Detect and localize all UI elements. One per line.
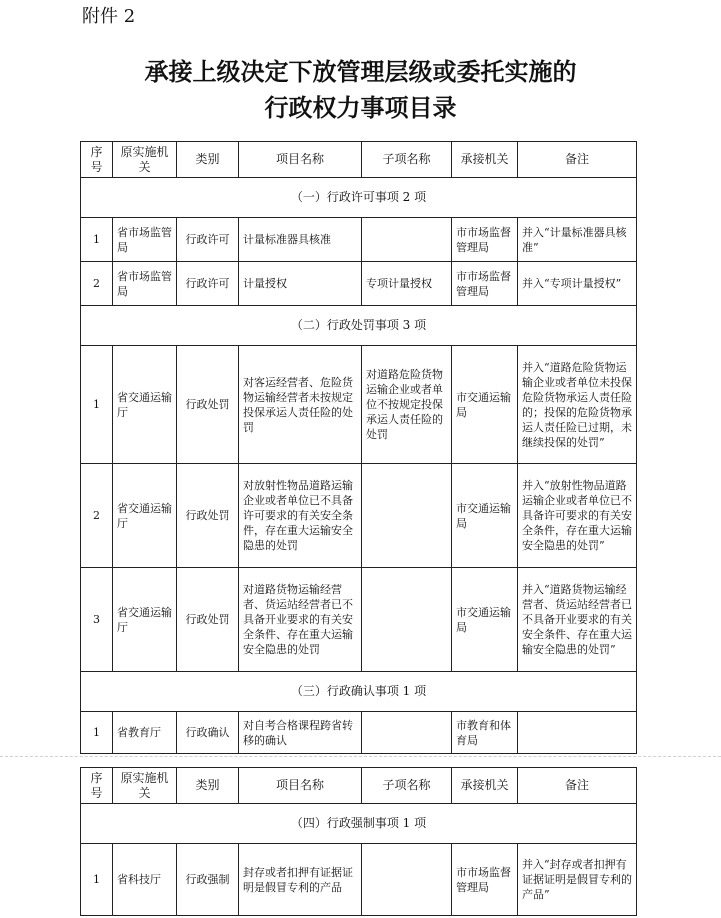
- cell-remarks: [518, 712, 637, 754]
- header-receiving-agency: 承接机关: [452, 142, 518, 178]
- cell-item-name: 封存或者扣押有证据证明是假冒专利的产品: [239, 844, 362, 916]
- catalog-table-page2: [80, 767, 637, 916]
- header-category: 类别: [177, 768, 239, 804]
- section-row: [81, 306, 637, 346]
- cell-receiving-agency: 市市场监督管理局: [452, 844, 518, 916]
- header-receiving-agency: 承接机关: [452, 768, 518, 804]
- section-title: （四）行政强制事项 1 项: [81, 804, 637, 844]
- cell-receiving-agency: 市交通运输局: [452, 568, 518, 672]
- cell-receiving-agency: 市市场监督管理局: [452, 262, 518, 306]
- section-row: [81, 672, 637, 712]
- table-row: [81, 262, 637, 306]
- header-no: 序号: [81, 142, 113, 178]
- cell-remarks: 并入“专项计量授权”: [518, 262, 637, 306]
- section-row: [81, 804, 637, 844]
- cell-sub-item-name: [362, 844, 452, 916]
- cell-sub-item-name: [362, 712, 452, 754]
- cell-no: 3: [81, 568, 113, 672]
- cell-category: 行政处罚: [177, 568, 239, 672]
- table-row: [81, 464, 637, 568]
- cell-no: 1: [81, 218, 113, 262]
- cell-original-agency: 省交通运输厅: [113, 346, 177, 464]
- table-row: [81, 712, 637, 754]
- cell-sub-item-name: [362, 464, 452, 568]
- cell-category: 行政确认: [177, 712, 239, 754]
- cell-sub-item-name: [362, 218, 452, 262]
- cell-remarks: 并入“放射性物品道路运输企业或者单位已不具备许可要求的有关安全条件，存在重大运输安全隐患的处罚”: [518, 464, 637, 568]
- header-sub-item-name: 子项名称: [362, 768, 452, 804]
- cell-no: 2: [81, 464, 113, 568]
- cell-remarks: 并入“计量标准器具核准”: [518, 218, 637, 262]
- cell-category: 行政处罚: [177, 346, 239, 464]
- cell-original-agency: 省交通运输厅: [113, 568, 177, 672]
- cell-no: 2: [81, 262, 113, 306]
- cell-item-name: 对客运经营者、危险货物运输经营者未按规定投保承运人责任险的处罚: [239, 346, 362, 464]
- document-title-line2: 行政权力事项目录: [264, 93, 457, 122]
- section-title: （二）行政处罚事项 3 项: [81, 306, 637, 346]
- attachment-label: 附件 2: [82, 6, 136, 27]
- header-sub-item-name: 子项名称: [362, 142, 452, 178]
- section-title: （一）行政许可事项 2 项: [81, 178, 637, 218]
- cell-category: 行政许可: [177, 262, 239, 306]
- cell-no: 1: [81, 844, 113, 916]
- header-original-agency: 原实施机关: [113, 142, 177, 178]
- cell-no: 1: [81, 346, 113, 464]
- cell-remarks: 并入“封存或者扣押有证据证明是假冒专利的产品”: [518, 844, 637, 916]
- table-row: [81, 568, 637, 672]
- header-remarks: 备注: [518, 768, 637, 804]
- cell-item-name: 对道路货物运输经营者、货运站经营者已不具备开业要求的有关安全条件、存在重大运输安全隐患的处罚: [239, 568, 362, 672]
- cell-item-name: 计量授权: [239, 262, 362, 306]
- header-remarks: 备注: [518, 142, 637, 178]
- cell-remarks: 并入“道路危险货物运输企业或者单位未投保危险货物承运人责任险的；投保的危险货物承运人责任险已过期，未继续投保的处罚”: [518, 346, 637, 464]
- cell-original-agency: 省市场监管局: [113, 262, 177, 306]
- header-original-agency: 原实施机关: [113, 768, 177, 804]
- document-title-line1: 承接上级决定下放管理层级或委托实施的: [144, 57, 577, 86]
- table-row: [81, 346, 637, 464]
- section-row: [81, 178, 637, 218]
- header-item-name: 项目名称: [239, 768, 362, 804]
- cell-category: 行政许可: [177, 218, 239, 262]
- page-break: [0, 756, 721, 767]
- cell-original-agency: 省市场监管局: [113, 218, 177, 262]
- table-row: [81, 844, 637, 916]
- cell-original-agency: 省科技厅: [113, 844, 177, 916]
- cell-original-agency: 省交通运输厅: [113, 464, 177, 568]
- cell-receiving-agency: 市交通运输局: [452, 346, 518, 464]
- cell-category: 行政处罚: [177, 464, 239, 568]
- header-item-name: 项目名称: [239, 142, 362, 178]
- cell-sub-item-name: 专项计量授权: [362, 262, 452, 306]
- header-category: 类别: [177, 142, 239, 178]
- cell-receiving-agency: 市教育和体育局: [452, 712, 518, 754]
- cell-sub-item-name: 对道路危险货物运输企业或者单位不按规定投保承运人责任险的处罚: [362, 346, 452, 464]
- table-header-row: [81, 768, 637, 804]
- cell-sub-item-name: [362, 568, 452, 672]
- section-title: （三）行政确认事项 1 项: [81, 672, 637, 712]
- cell-category: 行政强制: [177, 844, 239, 916]
- catalog-table-page1: [80, 141, 637, 754]
- cell-remarks: 并入“道路货物运输经营者、货运站经营者已不具备开业要求的有关安全条件、存在重大运输安全隐患的处罚”: [518, 568, 637, 672]
- cell-item-name: 对放射性物品道路运输企业或者单位已不具备许可要求的有关安全条件，存在重大运输安全隐患的处罚: [239, 464, 362, 568]
- cell-receiving-agency: 市交通运输局: [452, 464, 518, 568]
- cell-original-agency: 省教育厅: [113, 712, 177, 754]
- header-no: 序号: [81, 768, 113, 804]
- cell-item-name: 计量标准器具核准: [239, 218, 362, 262]
- table-header-row: [81, 142, 637, 178]
- cell-item-name: 对自考合格课程跨省转移的确认: [239, 712, 362, 754]
- cell-no: 1: [81, 712, 113, 754]
- table-row: [81, 218, 637, 262]
- cell-receiving-agency: 市市场监督管理局: [452, 218, 518, 262]
